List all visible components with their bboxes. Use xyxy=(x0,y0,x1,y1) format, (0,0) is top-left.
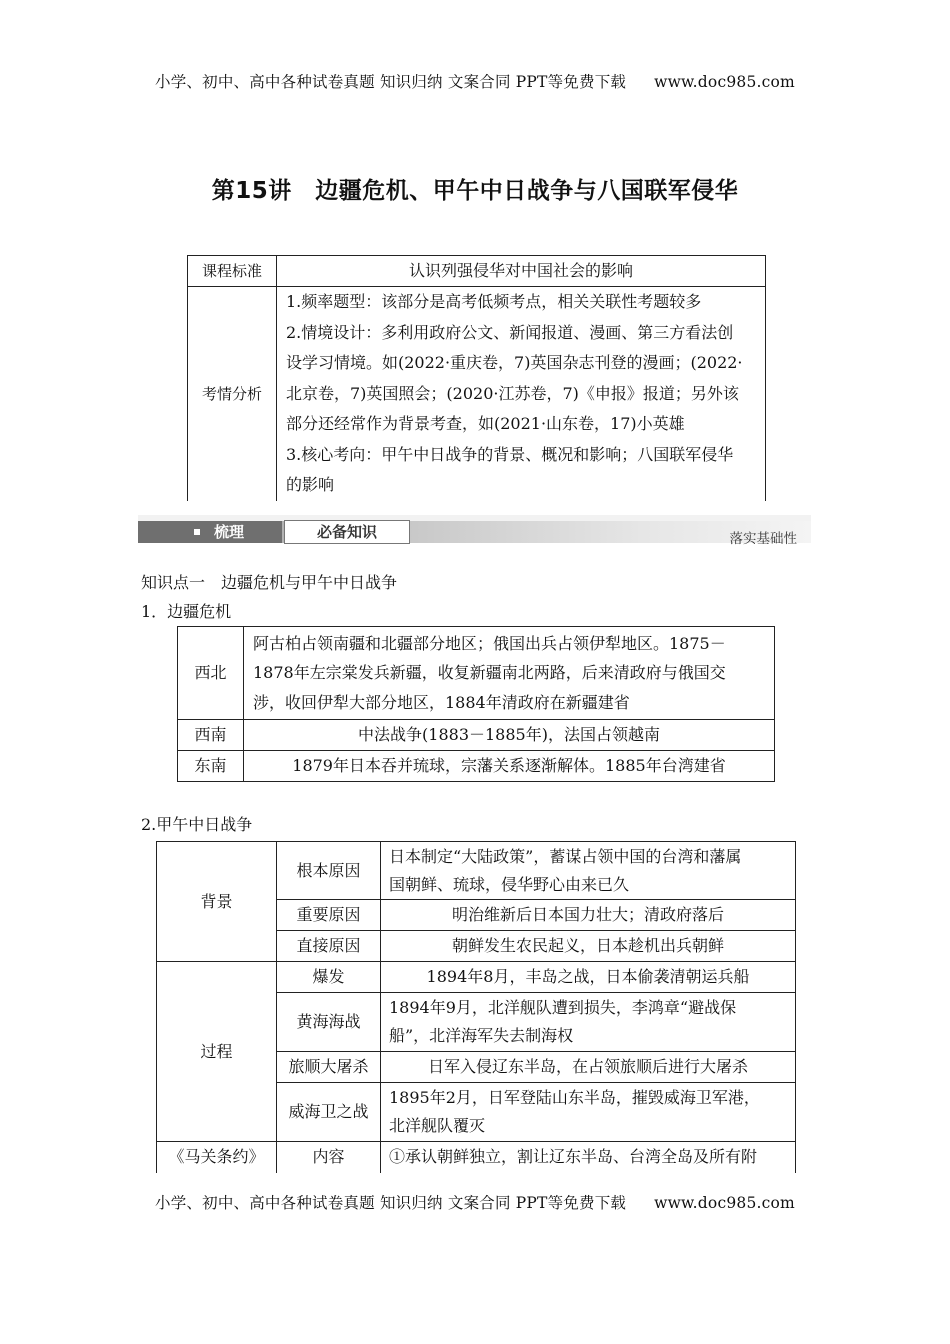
row-content: 明治维新后日本国力壮大；清政府落后 xyxy=(381,900,796,931)
analysis-label: 考情分析 xyxy=(188,287,277,501)
footer-text: 小学、初中、高中各种试卷真题 知识归纳 文案合同 PPT等免费下载 xyxy=(155,1194,627,1212)
region-cell: 东南 xyxy=(178,751,244,782)
footer-url[interactable]: www.doc985.com xyxy=(654,1194,795,1212)
subheading-frontier: 1．边疆危机 xyxy=(141,602,232,621)
page-title: 第15讲 边疆危机、甲午中日战争与八国联军侵华 xyxy=(211,178,739,204)
row-content: 1894年8月，丰岛之战，日本偷袭清朝运兵船 xyxy=(381,962,796,993)
banner-sub: 必备知识 xyxy=(284,520,410,544)
page-header xyxy=(0,70,950,92)
subheading-war: 2.甲午中日战争 xyxy=(141,815,253,834)
row-label: 黄海海战 xyxy=(277,993,381,1052)
row-content: 朝鲜发生农民起义，日本趁机出兵朝鲜 xyxy=(381,931,796,962)
standard-label: 课程标准 xyxy=(188,256,277,287)
analysis-line: 设学习情境。如(2022·重庆卷，7)英国杂志刊登的漫画；(2022· xyxy=(286,353,743,372)
frontier-table xyxy=(177,626,775,782)
row-content: 1894年9月，北洋舰队遭到损失，李鸿章“避战保 船”，北洋海军失去制海权 xyxy=(381,993,796,1052)
war-table xyxy=(156,841,796,1173)
row-label: 重要原因 xyxy=(277,900,381,931)
standard-value: 认识列强侵华对中国社会的影响 xyxy=(277,256,766,287)
row-content: 1895年2月，日军登陆山东半岛，摧毁威海卫军港， 北洋舰队覆灭 xyxy=(381,1083,796,1142)
region-content: 1879年日本吞并琉球，宗藩关系逐渐解体。1885年台湾建省 xyxy=(244,751,775,782)
course-standard-table xyxy=(187,255,766,501)
region-content: 阿古柏占领南疆和北疆部分地区；俄国出兵占领伊犁地区。1875－ 1878年左宗棠发兵新疆，收复新疆南北两路，后来清政府与俄国交 涉，收回伊犁大部分地区，1884年清政府在新疆建省 xyxy=(244,627,775,720)
analysis-line: 2.情境设计：多利用政府公文、新闻报道、漫画、第三方看法创 xyxy=(286,322,734,342)
region-cell: 西北 xyxy=(178,627,244,720)
header-text: 小学、初中、高中各种试卷真题 知识归纳 文案合同 PPT等免费下载 xyxy=(155,73,627,91)
treaty-sub: 内容 xyxy=(277,1142,381,1173)
analysis-line: 部分还经常作为背景考查，如(2021·山东卷，17)小英雄 xyxy=(286,414,685,433)
process-label: 过程 xyxy=(157,962,277,1142)
row-content: 日本制定“大陆政策”，蓄谋占领中国的台湾和藩属 国朝鲜、琉球，侵华野心由来已久 xyxy=(381,842,796,900)
banner-right: 落实基础性 xyxy=(729,531,797,547)
page-footer xyxy=(0,1191,950,1213)
analysis-line: 的影响 xyxy=(286,475,335,494)
row-label: 旅顺大屠杀 xyxy=(277,1052,381,1083)
row-label: 直接原因 xyxy=(277,931,381,962)
header-url[interactable]: www.doc985.com xyxy=(654,73,795,91)
row-label: 爆发 xyxy=(277,962,381,993)
analysis-line: 北京卷，7)英国照会；(2020·江苏卷，7)《申报》报道；另外该 xyxy=(286,383,739,403)
banner-tag: 梳理 xyxy=(138,521,282,543)
analysis-line: 1.频率题型：该部分是高考低频考点，相关关联性考题较多 xyxy=(286,292,702,311)
row-label: 威海卫之战 xyxy=(277,1083,381,1142)
treaty-label: 《马关条约》 xyxy=(157,1142,277,1173)
region-cell: 西南 xyxy=(178,720,244,751)
section-banner xyxy=(138,515,811,547)
background-label: 背景 xyxy=(157,842,277,962)
analysis-content xyxy=(277,287,766,501)
analysis-line: 3.核心考向：甲午中日战争的背景、概况和影响；八国联军侵华 xyxy=(286,444,734,464)
section-heading: 知识点一 边疆危机与甲午中日战争 xyxy=(141,573,398,592)
row-content: 日军入侵辽东半岛，在占领旅顺后进行大屠杀 xyxy=(381,1052,796,1083)
row-label: 根本原因 xyxy=(277,842,381,900)
region-content: 中法战争(1883－1885年)，法国占领越南 xyxy=(244,720,775,751)
treaty-content: ①承认朝鲜独立，割让辽东半岛、台湾全岛及所有附 xyxy=(381,1142,796,1173)
